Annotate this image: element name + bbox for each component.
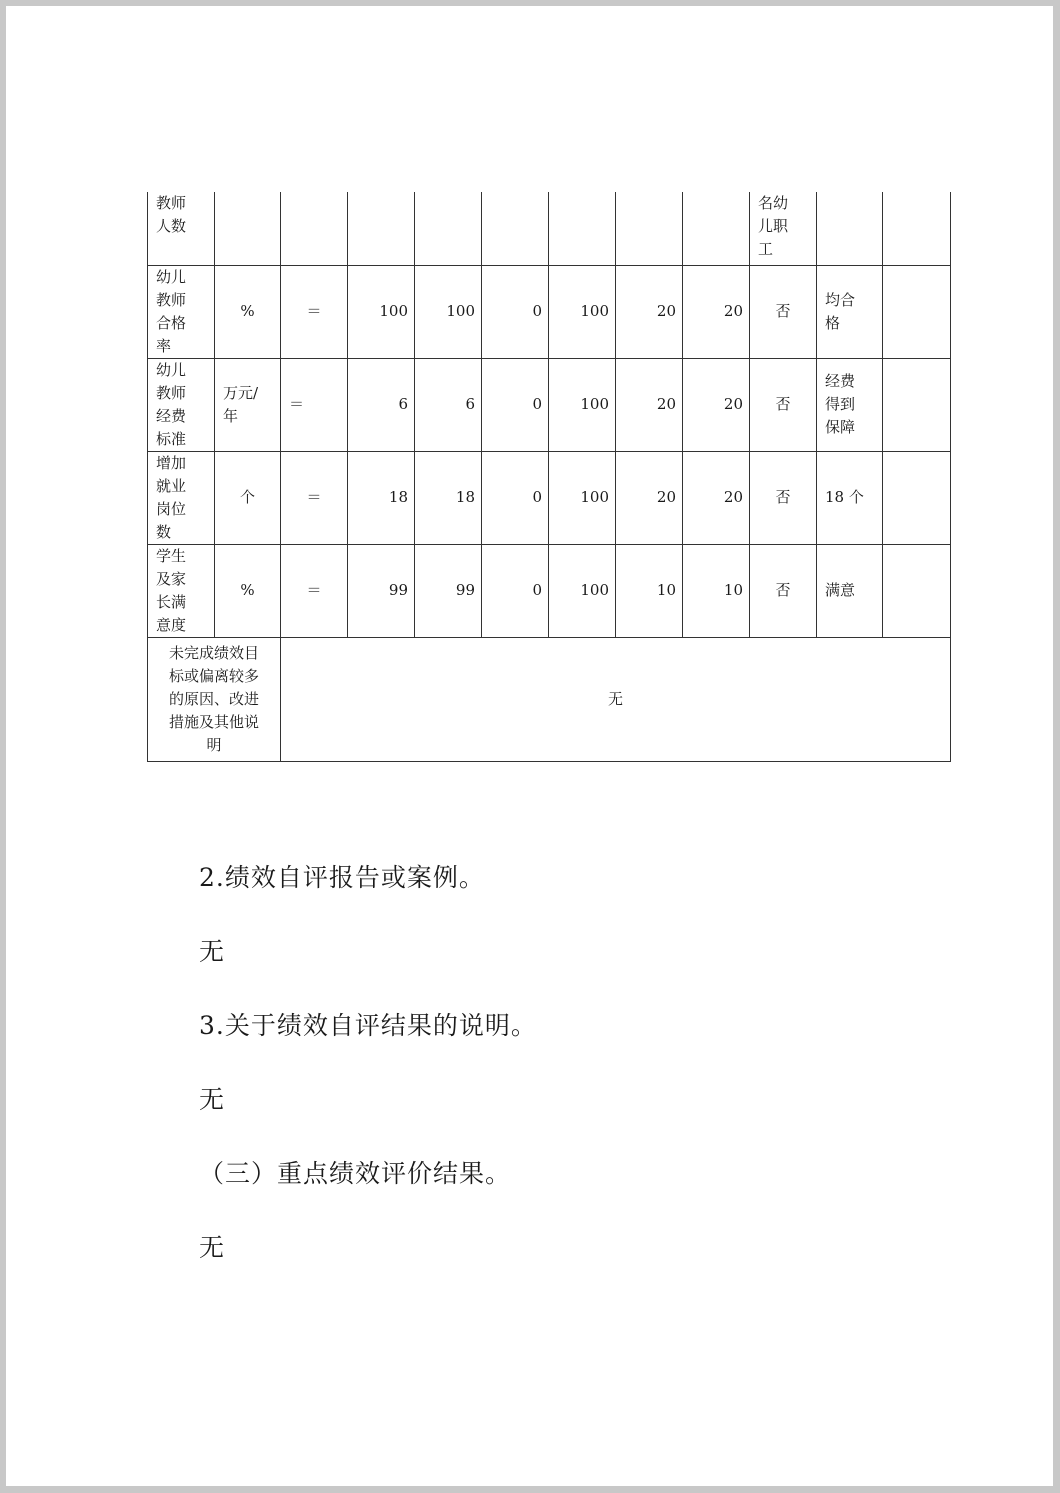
performance-table — [147, 192, 951, 762]
target-cell: 6 — [348, 358, 415, 451]
actual-cell: 6 — [415, 358, 482, 451]
section-heading-2: 2.绩效自评报告或案例。 — [199, 863, 485, 892]
deviation-cell: 0 — [482, 358, 549, 451]
actual-cell: 100 — [415, 265, 482, 358]
remark-cell — [883, 544, 951, 637]
table-row — [148, 451, 951, 544]
indicator-cell: 教师 人数 — [148, 192, 215, 265]
rate-cell: 100 — [549, 451, 616, 544]
operator-cell: ＝ — [281, 451, 348, 544]
table-row — [148, 358, 951, 451]
result-cell: 18 个 — [817, 451, 883, 544]
unit-cell: % — [215, 544, 281, 637]
table-row — [148, 544, 951, 637]
indicator-cell: 增加 就业 岗位 数 — [148, 451, 215, 544]
result-cell: 满意 — [817, 544, 883, 637]
section-answer-key: 无 — [199, 1233, 226, 1262]
result-cell: 经费 得到 保障 — [817, 358, 883, 451]
note-label-cell: 未完成绩效目 标或偏离较多 的原因、改进 措施及其他说 明 — [148, 637, 281, 761]
section-answer-3: 无 — [199, 1085, 226, 1114]
table-row — [148, 192, 951, 265]
target-cell: 18 — [348, 451, 415, 544]
deviation-cell: 0 — [482, 265, 549, 358]
flag-cell: 否 — [750, 265, 817, 358]
remark-cell — [883, 451, 951, 544]
flag-cell: 否 — [750, 358, 817, 451]
indicator-cell: 幼儿 教师 经费 标准 — [148, 358, 215, 451]
section-answer-2: 无 — [199, 937, 226, 966]
unit-cell: 万元/ 年 — [215, 358, 281, 451]
rate-cell: 100 — [549, 544, 616, 637]
target-cell: 100 — [348, 265, 415, 358]
deviation-cell: 0 — [482, 544, 549, 637]
operator-cell: ＝ — [281, 544, 348, 637]
table-row — [148, 265, 951, 358]
rate-cell: 100 — [549, 358, 616, 451]
section-heading-key: （三）重点绩效评价结果。 — [199, 1159, 512, 1188]
result-cell: 名幼 儿职 工 — [750, 192, 817, 265]
remark-cell — [883, 265, 951, 358]
unit-cell: % — [215, 265, 281, 358]
result-cell: 均合 格 — [817, 265, 883, 358]
actual-cell: 99 — [415, 544, 482, 637]
score-cell: 20 — [683, 358, 750, 451]
score-cell: 20 — [683, 451, 750, 544]
table-row — [148, 637, 951, 761]
unit-cell: 个 — [215, 451, 281, 544]
indicator-cell: 学生 及家 长满 意度 — [148, 544, 215, 637]
flag-cell: 否 — [750, 451, 817, 544]
document-page — [6, 6, 1053, 1486]
actual-cell: 18 — [415, 451, 482, 544]
note-value-cell: 无 — [281, 637, 951, 761]
score-cell: 20 — [683, 265, 750, 358]
target-cell: 99 — [348, 544, 415, 637]
weight-cell: 20 — [616, 358, 683, 451]
flag-cell: 否 — [750, 544, 817, 637]
section-heading-3: 3.关于绩效自评结果的说明。 — [199, 1011, 537, 1040]
rate-cell: 100 — [549, 265, 616, 358]
remark-cell — [883, 358, 951, 451]
weight-cell: 20 — [616, 265, 683, 358]
indicator-cell: 幼儿 教师 合格 率 — [148, 265, 215, 358]
weight-cell: 10 — [616, 544, 683, 637]
deviation-cell: 0 — [482, 451, 549, 544]
operator-cell: ＝ — [281, 358, 348, 451]
operator-cell: ＝ — [281, 265, 348, 358]
weight-cell: 20 — [616, 451, 683, 544]
score-cell: 10 — [683, 544, 750, 637]
